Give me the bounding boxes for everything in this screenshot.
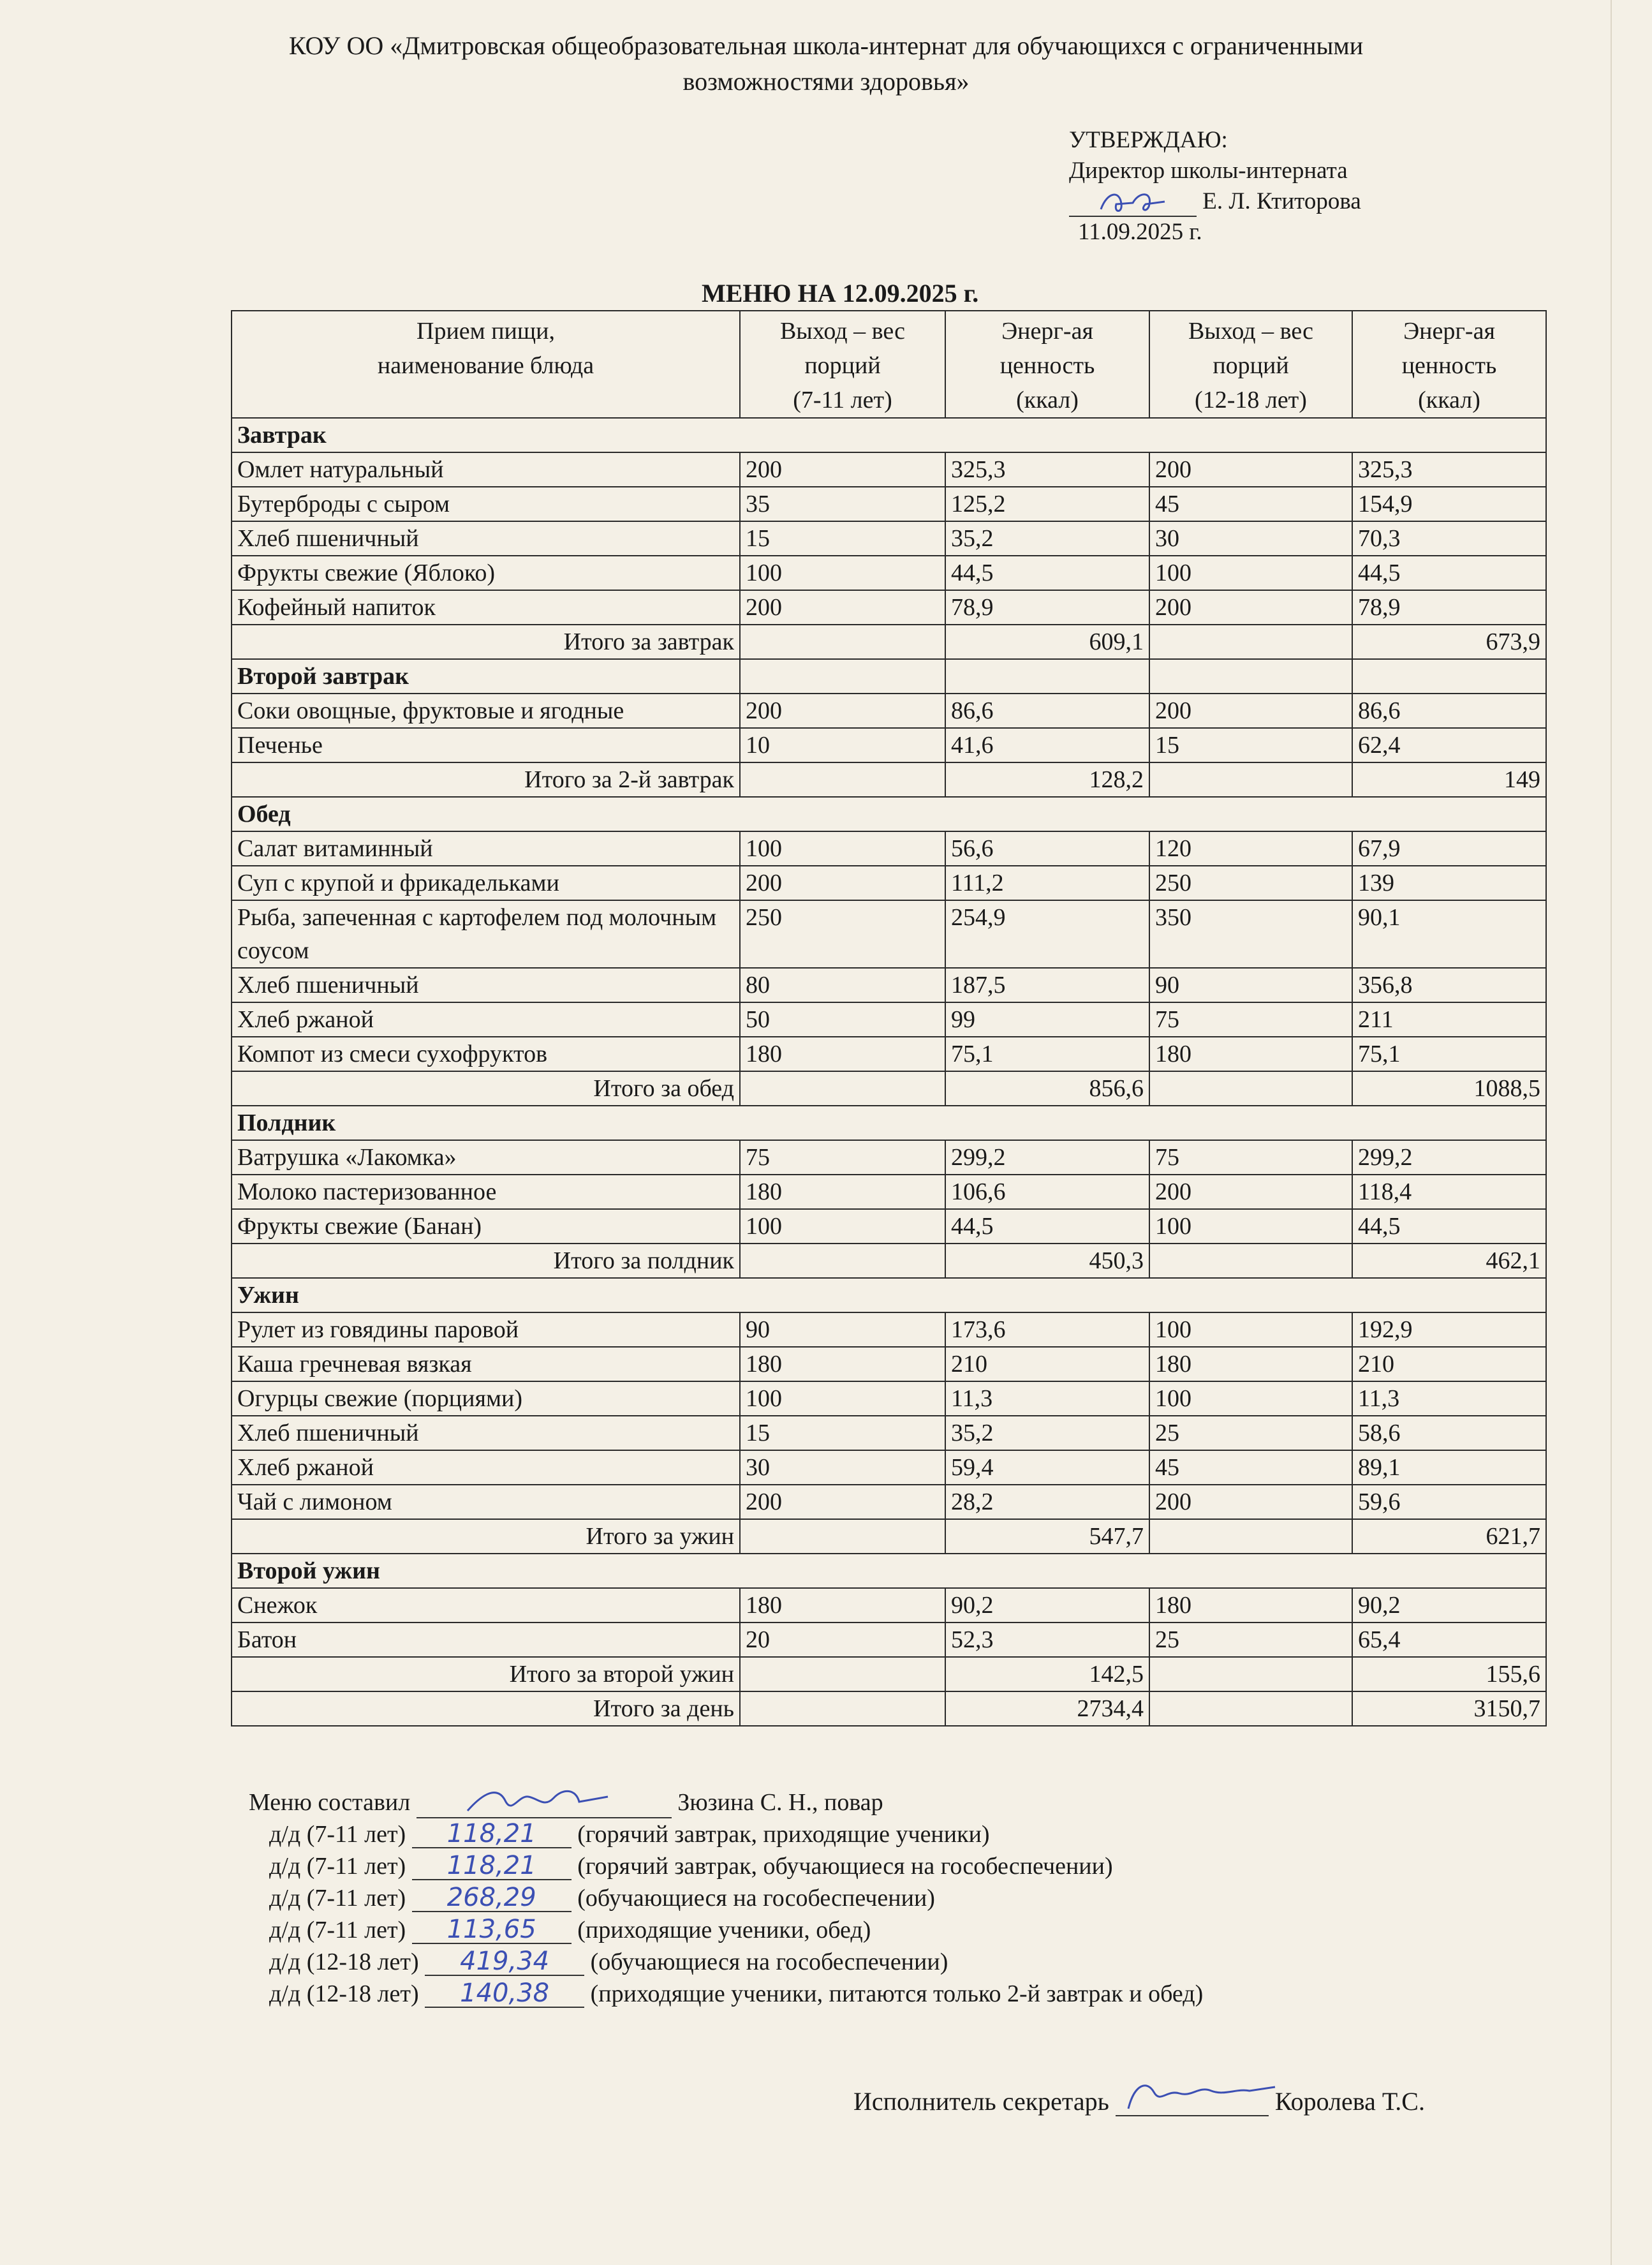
empty-cell	[740, 1244, 945, 1278]
table-row	[232, 1381, 1546, 1416]
dish-value: 15	[740, 1416, 945, 1450]
table-header-row	[232, 311, 1546, 418]
executor-row	[853, 2086, 1425, 2116]
dish-value: 15	[1149, 728, 1352, 762]
composed-row	[249, 1786, 1203, 1818]
dish-value: 210	[945, 1347, 1149, 1381]
dish-name: Соки овощные, фруктовые и ягодные	[232, 694, 740, 728]
total-value: 142,5	[945, 1657, 1149, 1691]
dish-value: 118,4	[1352, 1175, 1546, 1209]
dish-value: 100	[1149, 1209, 1352, 1244]
dish-value: 100	[1149, 1381, 1352, 1416]
empty-cell	[740, 1657, 945, 1691]
dish-value: 200	[740, 452, 945, 487]
table-row	[232, 1312, 1546, 1347]
dish-value: 180	[740, 1175, 945, 1209]
table-row	[232, 968, 1546, 1002]
dish-value: 100	[1149, 556, 1352, 590]
total-value: 673,9	[1352, 625, 1546, 659]
table-row	[232, 487, 1546, 521]
table-row	[232, 1175, 1546, 1209]
cost-row	[249, 1850, 1203, 1882]
dish-value: 35,2	[945, 521, 1149, 556]
table-row	[232, 694, 1546, 728]
dish-value: 45	[1149, 487, 1352, 521]
column-header: Энерг-ая ценность (ккал)	[945, 311, 1149, 418]
table-row	[232, 1209, 1546, 1244]
total-row	[232, 1244, 1546, 1278]
section-title: Второй завтрак	[232, 659, 740, 694]
dish-value: 11,3	[1352, 1381, 1546, 1416]
total-row	[232, 762, 1546, 797]
total-value: 547,7	[945, 1519, 1149, 1554]
section-row	[232, 797, 1546, 831]
executor-label: Исполнитель секретарь	[853, 2087, 1109, 2116]
table-row	[232, 1623, 1546, 1657]
dish-value: 67,9	[1352, 831, 1546, 866]
dish-value: 62,4	[1352, 728, 1546, 762]
total-value: 609,1	[945, 625, 1149, 659]
dish-value: 78,9	[1352, 590, 1546, 625]
cost-note: (приходящие ученики, питаются только 2-й завтрак и обед)	[590, 1980, 1204, 2007]
dish-value: 41,6	[945, 728, 1149, 762]
dish-value: 200	[740, 866, 945, 900]
cost-note: (горячий завтрак, обучающиеся на гособеспечении)	[577, 1853, 1113, 1880]
total-value: 621,7	[1352, 1519, 1546, 1554]
total-label: Итого за полдник	[232, 1244, 740, 1278]
column-header: Прием пищи, наименование блюда	[232, 311, 740, 418]
dish-value: 78,9	[945, 590, 1149, 625]
dish-value: 44,5	[1352, 1209, 1546, 1244]
dish-value: 192,9	[1352, 1312, 1546, 1347]
section-row	[232, 418, 1546, 452]
dish-name: Молоко пастеризованное	[232, 1175, 740, 1209]
table-row	[232, 556, 1546, 590]
dish-value: 356,8	[1352, 968, 1546, 1002]
section-row	[232, 1106, 1546, 1140]
dish-value: 90	[1149, 968, 1352, 1002]
total-value: 856,6	[945, 1071, 1149, 1106]
dish-name: Снежок	[232, 1588, 740, 1623]
dish-value: 200	[740, 1485, 945, 1519]
executor-name: Королева Т.С.	[1274, 2087, 1425, 2116]
empty-cell	[945, 659, 1149, 694]
menu-table	[231, 310, 1547, 1727]
dish-value: 125,2	[945, 487, 1149, 521]
column-header: Выход – вес порций (7-11 лет)	[740, 311, 945, 418]
dish-name: Рыба, запеченная с картофелем под молочным соусом	[232, 900, 740, 968]
day-total-row	[232, 1691, 1546, 1726]
dish-value: 70,3	[1352, 521, 1546, 556]
section-row	[232, 1554, 1546, 1588]
dish-value: 200	[740, 590, 945, 625]
dish-name: Рулет из говядины паровой	[232, 1312, 740, 1347]
cost-value: 140,38	[425, 1980, 584, 2008]
dish-value: 200	[1149, 1175, 1352, 1209]
dish-name: Огурцы свежие (порциями)	[232, 1381, 740, 1416]
menu-title: МЕНЮ НА 12.09.2025 г.	[702, 279, 979, 308]
cook-signature	[417, 1792, 672, 1818]
table-row	[232, 1037, 1546, 1071]
dish-value: 99	[945, 1002, 1149, 1037]
cost-label: д/д (7-11 лет)	[269, 1821, 406, 1848]
dish-value: 200	[1149, 590, 1352, 625]
day-total-value: 2734,4	[945, 1691, 1149, 1726]
cost-note: (горячий завтрак, приходящие ученики)	[577, 1821, 990, 1848]
total-label: Итого за обед	[232, 1071, 740, 1106]
empty-cell	[740, 659, 945, 694]
dish-value: 211	[1352, 1002, 1546, 1037]
dish-value: 299,2	[1352, 1140, 1546, 1175]
dish-name: Каша гречневая вязкая	[232, 1347, 740, 1381]
dish-value: 75	[1149, 1002, 1352, 1037]
table-row	[232, 1450, 1546, 1485]
dish-value: 200	[1149, 452, 1352, 487]
dish-value: 200	[1149, 1485, 1352, 1519]
cost-list	[249, 1818, 1203, 2010]
total-row	[232, 1519, 1546, 1554]
cost-note: (приходящие ученики, обед)	[577, 1917, 871, 1943]
cost-label: д/д (7-11 лет)	[269, 1917, 406, 1943]
total-label: Итого за 2-й завтрак	[232, 762, 740, 797]
section-title: Ужин	[232, 1278, 1546, 1312]
dish-value: 89,1	[1352, 1450, 1546, 1485]
dish-value: 100	[740, 1381, 945, 1416]
dish-name: Хлеб пшеничный	[232, 968, 740, 1002]
dish-value: 325,3	[1352, 452, 1546, 487]
dish-value: 35,2	[945, 1416, 1149, 1450]
table-row	[232, 521, 1546, 556]
cost-label: д/д (7-11 лет)	[269, 1885, 406, 1912]
dish-value: 250	[1149, 866, 1352, 900]
dish-value: 50	[740, 1002, 945, 1037]
dish-name: Суп с крупой и фрикадельками	[232, 866, 740, 900]
dish-name: Печенье	[232, 728, 740, 762]
dish-value: 45	[1149, 1450, 1352, 1485]
approval-date: 11.09.2025 г.	[1078, 219, 1202, 245]
table-row	[232, 1485, 1546, 1519]
dish-value: 100	[740, 831, 945, 866]
cost-row	[249, 1946, 1203, 1978]
dish-name: Кофейный напиток	[232, 590, 740, 625]
director-signature	[1069, 193, 1197, 217]
total-row	[232, 1657, 1546, 1691]
dish-value: 56,6	[945, 831, 1149, 866]
dish-value: 75	[740, 1140, 945, 1175]
executor-signature	[1116, 2090, 1269, 2116]
dish-name: Хлеб пшеничный	[232, 1416, 740, 1450]
total-label: Итого за завтрак	[232, 625, 740, 659]
total-value: 155,6	[1352, 1657, 1546, 1691]
dish-value: 200	[740, 694, 945, 728]
dish-value: 100	[740, 1209, 945, 1244]
dish-name: Хлеб пшеничный	[232, 521, 740, 556]
dish-value: 28,2	[945, 1485, 1149, 1519]
total-row	[232, 1071, 1546, 1106]
dish-value: 139	[1352, 866, 1546, 900]
approve-heading: УТВЕРЖДАЮ:	[1069, 127, 1228, 153]
dish-value: 86,6	[1352, 694, 1546, 728]
dish-value: 111,2	[945, 866, 1149, 900]
table-row	[232, 590, 1546, 625]
cost-row	[249, 1818, 1203, 1850]
cost-value: 118,21	[412, 1852, 572, 1880]
dish-value: 180	[1149, 1588, 1352, 1623]
total-label: Итого за ужин	[232, 1519, 740, 1554]
dish-value: 75,1	[1352, 1037, 1546, 1071]
cost-value: 113,65	[412, 1916, 572, 1944]
dish-value: 100	[1149, 1312, 1352, 1347]
org-line-2: возможностями здоровья»	[682, 67, 970, 96]
dish-value: 80	[740, 968, 945, 1002]
table-row	[232, 452, 1546, 487]
empty-cell	[1149, 762, 1352, 797]
total-value: 462,1	[1352, 1244, 1546, 1278]
dish-name: Салат витаминный	[232, 831, 740, 866]
cost-row	[249, 1978, 1203, 2010]
dish-value: 120	[1149, 831, 1352, 866]
dish-value: 58,6	[1352, 1416, 1546, 1450]
dish-value: 180	[740, 1588, 945, 1623]
dish-value: 200	[1149, 694, 1352, 728]
empty-cell	[740, 1519, 945, 1554]
total-value: 149	[1352, 762, 1546, 797]
dish-value: 154,9	[1352, 487, 1546, 521]
section-title: Обед	[232, 797, 1546, 831]
cost-label: д/д (12-18 лет)	[269, 1980, 419, 2007]
dish-value: 90,2	[1352, 1588, 1546, 1623]
dish-name: Хлеб ржаной	[232, 1450, 740, 1485]
empty-cell	[740, 1071, 945, 1106]
section-row	[232, 1278, 1546, 1312]
cost-value: 419,34	[425, 1948, 584, 1976]
empty-cell	[1149, 625, 1352, 659]
table-row	[232, 1416, 1546, 1450]
dish-name: Омлет натуральный	[232, 452, 740, 487]
total-row	[232, 625, 1546, 659]
organization-header	[191, 28, 1461, 100]
section-row	[232, 659, 1546, 694]
column-header: Энерг-ая ценность (ккал)	[1352, 311, 1546, 418]
cost-row	[249, 1882, 1203, 1914]
empty-cell	[1149, 1244, 1352, 1278]
section-title: Второй ужин	[232, 1554, 1546, 1588]
director-name: Е. Л. Ктиторова	[1202, 188, 1361, 214]
empty-cell	[1149, 1691, 1352, 1726]
table-row	[232, 1347, 1546, 1381]
dish-value: 59,4	[945, 1450, 1149, 1485]
section-title: Полдник	[232, 1106, 1546, 1140]
composed-label: Меню составил	[249, 1789, 411, 1816]
dish-name: Ватрушка «Лакомка»	[232, 1140, 740, 1175]
day-total-value: 3150,7	[1352, 1691, 1546, 1726]
column-header: Выход – вес порций (12-18 лет)	[1149, 311, 1352, 418]
dish-value: 25	[1149, 1623, 1352, 1657]
dish-value: 180	[740, 1347, 945, 1381]
dish-value: 52,3	[945, 1623, 1149, 1657]
dish-value: 325,3	[945, 452, 1149, 487]
cost-label: д/д (12-18 лет)	[269, 1949, 419, 1975]
dish-value: 75	[1149, 1140, 1352, 1175]
day-total-label: Итого за день	[232, 1691, 740, 1726]
org-line-1: КОУ ОО «Дмитровская общеобразовательная школа-интернат для обучающихся с ограниченными	[288, 31, 1364, 60]
dish-name: Хлеб ржаной	[232, 1002, 740, 1037]
dish-value: 173,6	[945, 1312, 1149, 1347]
dish-value: 20	[740, 1623, 945, 1657]
section-title: Завтрак	[232, 418, 1546, 452]
total-label: Итого за второй ужин	[232, 1657, 740, 1691]
dish-value: 100	[740, 556, 945, 590]
dish-name: Фрукты свежие (Яблоко)	[232, 556, 740, 590]
empty-cell	[1352, 659, 1546, 694]
dish-value: 44,5	[945, 1209, 1149, 1244]
table-row	[232, 1140, 1546, 1175]
total-value: 450,3	[945, 1244, 1149, 1278]
dish-value: 210	[1352, 1347, 1546, 1381]
table-row	[232, 831, 1546, 866]
empty-cell	[1149, 1657, 1352, 1691]
dish-value: 35	[740, 487, 945, 521]
dish-value: 90,1	[1352, 900, 1546, 968]
cost-value: 268,29	[412, 1884, 572, 1912]
table-row	[232, 1588, 1546, 1623]
dish-value: 75,1	[945, 1037, 1149, 1071]
dish-value: 59,6	[1352, 1485, 1546, 1519]
total-value: 1088,5	[1352, 1071, 1546, 1106]
table-row	[232, 728, 1546, 762]
dish-value: 30	[740, 1450, 945, 1485]
table-row	[232, 900, 1546, 968]
dish-value: 187,5	[945, 968, 1149, 1002]
dish-value: 90	[740, 1312, 945, 1347]
dish-value: 180	[740, 1037, 945, 1071]
dish-value: 180	[1149, 1037, 1352, 1071]
dish-name: Батон	[232, 1623, 740, 1657]
dish-value: 10	[740, 728, 945, 762]
dish-value: 65,4	[1352, 1623, 1546, 1657]
cost-note: (обучающиеся на гособеспечении)	[577, 1885, 935, 1912]
dish-value: 90,2	[945, 1588, 1149, 1623]
dish-value: 25	[1149, 1416, 1352, 1450]
empty-cell	[740, 625, 945, 659]
dish-value: 15	[740, 521, 945, 556]
director-signature-row	[1069, 186, 1361, 217]
empty-cell	[740, 1691, 945, 1726]
footer	[249, 1786, 1203, 2010]
dish-name: Бутерброды с сыром	[232, 487, 740, 521]
composed-name: Зюзина С. Н., повар	[677, 1789, 883, 1816]
dish-name: Чай с лимоном	[232, 1485, 740, 1519]
dish-value: 44,5	[945, 556, 1149, 590]
director-title: Директор школы-интерната	[1069, 158, 1348, 184]
dish-value: 254,9	[945, 900, 1149, 968]
dish-name: Компот из смеси сухофруктов	[232, 1037, 740, 1071]
cost-value: 118,21	[412, 1820, 572, 1848]
empty-cell	[1149, 1071, 1352, 1106]
dish-value: 350	[1149, 900, 1352, 968]
table-row	[232, 866, 1546, 900]
empty-cell	[740, 762, 945, 797]
cost-note: (обучающиеся на гособеспечении)	[590, 1949, 948, 1975]
dish-value: 299,2	[945, 1140, 1149, 1175]
dish-value: 86,6	[945, 694, 1149, 728]
dish-value: 44,5	[1352, 556, 1546, 590]
dish-value: 180	[1149, 1347, 1352, 1381]
cost-label: д/д (7-11 лет)	[269, 1853, 406, 1880]
dish-value: 250	[740, 900, 945, 968]
dish-value: 11,3	[945, 1381, 1149, 1416]
dish-value: 106,6	[945, 1175, 1149, 1209]
cost-row	[249, 1914, 1203, 1946]
dish-name: Фрукты свежие (Банан)	[232, 1209, 740, 1244]
empty-cell	[1149, 1519, 1352, 1554]
total-value: 128,2	[945, 762, 1149, 797]
empty-cell	[1149, 659, 1352, 694]
approval-block	[1069, 125, 1361, 248]
dish-value: 30	[1149, 521, 1352, 556]
table-row	[232, 1002, 1546, 1037]
